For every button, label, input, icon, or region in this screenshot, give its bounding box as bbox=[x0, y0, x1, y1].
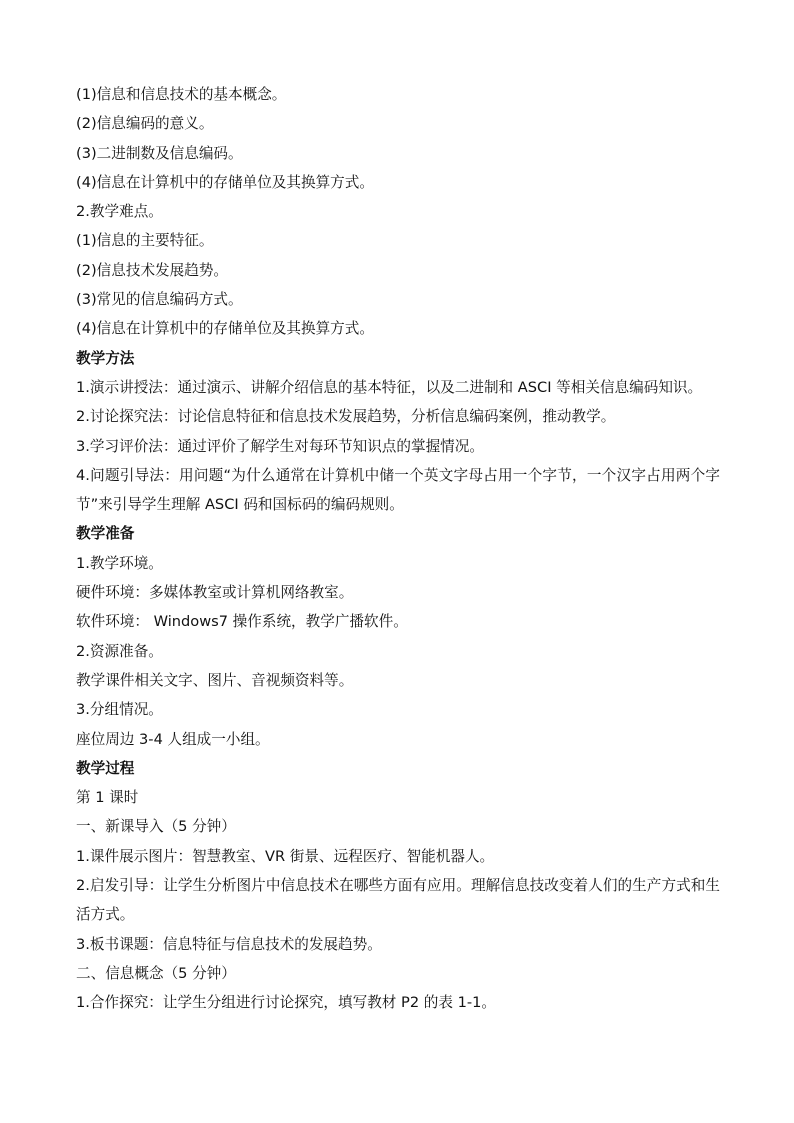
paragraph: 座位周边 3-4 人组成一小组。 bbox=[76, 730, 270, 748]
section-heading-methods: 教学方法 bbox=[76, 349, 135, 367]
subsection-title: 2.教学难点。 bbox=[76, 203, 163, 221]
list-item: (3)二进制数及信息编码。 bbox=[76, 144, 243, 162]
subsection-title: 1.教学环境。 bbox=[76, 554, 163, 572]
list-item: (2)信息技术发展趋势。 bbox=[76, 261, 229, 279]
paragraph: 4.问题引导法：用问题“为什么通常在计算机中储一个英文字母占用一个字节，一个汉字占用两个字节”来引导学生理解 ASCI 码和国标码的编码规则。 bbox=[76, 466, 720, 514]
paragraph: 1.合作探究：让学生分组进行讨论探究，填写教材 P2 的表 1-1。 bbox=[76, 994, 497, 1012]
subsection-title: 二、信息概念（5 分钟） bbox=[76, 964, 236, 982]
paragraph: 3.学习评价法：通过评价了解学生对每环节知识点的掌握情况。 bbox=[76, 437, 484, 455]
paragraph: 1.演示讲授法：通过演示、讲解介绍信息的基本特征，以及二进制和 ASCI 等相关信息编码知识。 bbox=[76, 378, 703, 396]
paragraph: 3.板书课题：信息特征与信息技术的发展趋势。 bbox=[76, 935, 382, 953]
list-item: (1)信息和信息技术的基本概念。 bbox=[76, 86, 287, 103]
list-item: (1)信息的主要特征。 bbox=[76, 232, 214, 250]
paragraph: 教学课件相关文字、图片、音视频资料等。 bbox=[76, 671, 354, 689]
paragraph: 2.讨论探究法：讨论信息特征和信息技术发展趋势，分析信息编码案例，推动教学。 bbox=[76, 408, 616, 426]
paragraph: 软件环境： Windows7 操作系统，教学广播软件。 bbox=[76, 613, 408, 631]
list-item: (4)信息在计算机中的存储单位及其换算方式。 bbox=[76, 320, 374, 338]
list-item: (3)常见的信息编码方式。 bbox=[76, 291, 243, 309]
section-heading-process: 教学过程 bbox=[76, 759, 135, 777]
subsection-title: 3.分组情况。 bbox=[76, 701, 163, 719]
list-item: (4)信息在计算机中的存储单位及其换算方式。 bbox=[76, 173, 374, 191]
list-item: (2)信息编码的意义。 bbox=[76, 115, 214, 133]
section-heading-preparation: 教学准备 bbox=[76, 525, 135, 543]
subsection-title: 一、新课导入（5 分钟） bbox=[76, 818, 236, 836]
subsection-title: 2.资源准备。 bbox=[76, 642, 163, 660]
paragraph: 1.课件展示图片：智慧教室、VR 街景、远程医疗、智能机器人。 bbox=[76, 847, 495, 865]
paragraph: 硬件环境：多媒体教室或计算机网络教室。 bbox=[76, 584, 354, 602]
paragraph: 2.启发引导：让学生分析图片中信息技术在哪些方面有应用。理解信息技改变着人们的生产方式和生活方式。 bbox=[76, 877, 720, 924]
lesson-label: 第 1 课时 bbox=[76, 789, 139, 807]
